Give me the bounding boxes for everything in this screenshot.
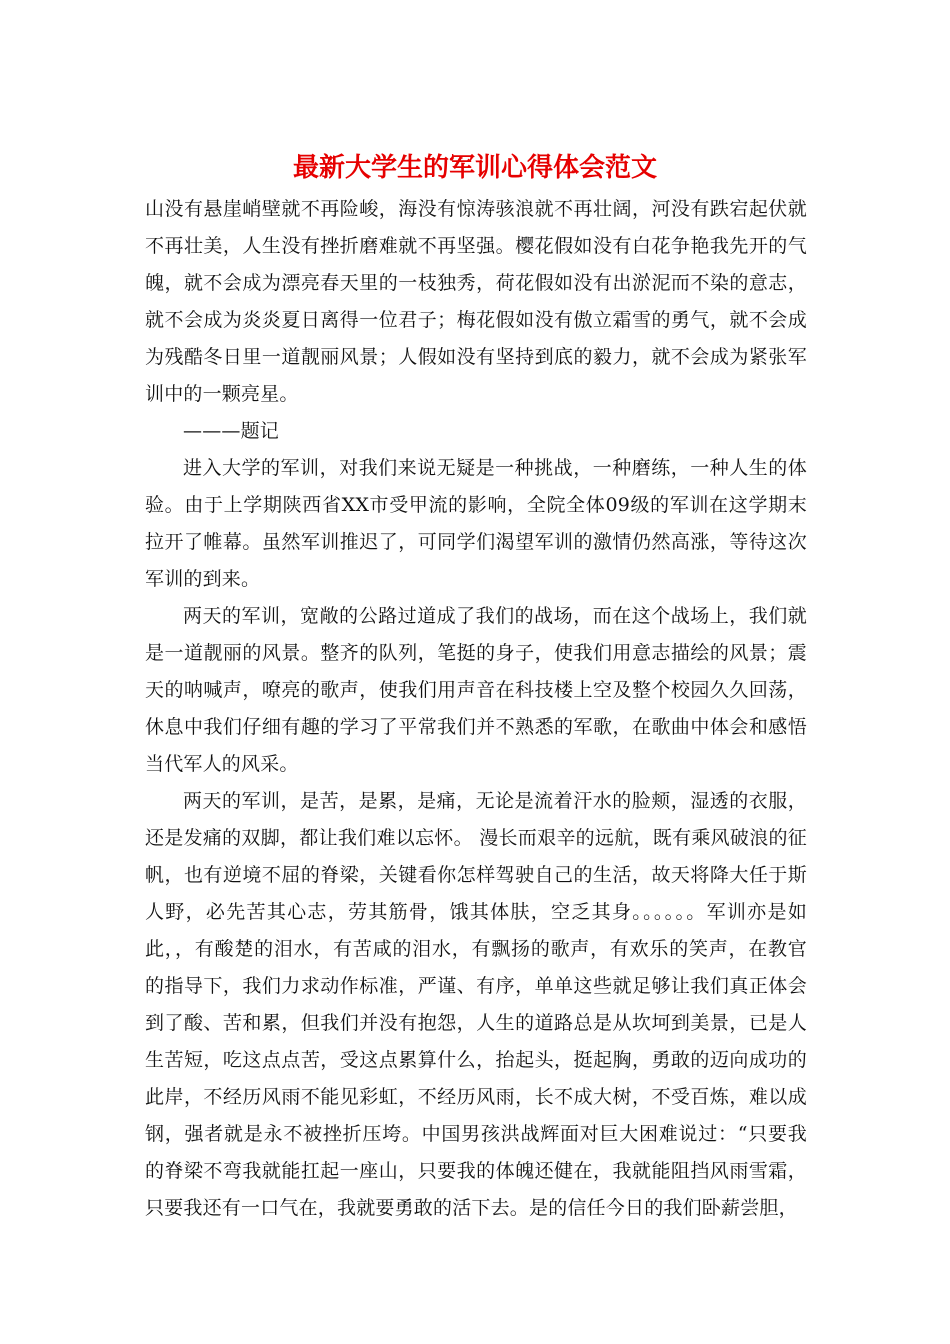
epigraph-attribution: ———题记 <box>183 420 280 442</box>
body-paragraph-hardship: 两天的军训，是苦，是累，是痛，无论是流着汗水的脸颊，湿透的衣服，还是发痛的双脚，都让我们难以忘怀。 漫长而艰辛的远航，既有乘风破浪的征帆，也有逆境不屈的脊梁，关键看你怎样驾驶自己的生活，故天将降大任于斯人野，必先苦其心志，劳其筋骨，饿其体肤，空乏其身。。。。。。军训亦是如此，，有酸楚的泪水，有苦咸的泪水，有飘扬的歌声，有欢乐的笑声，在教官的指导下，我们力求动作标准，严谨、有序，单单这些就足够让我们真正体会到了酸、苦和累，但我们并没有抱怨，人生的道路总是从坎坷到美景，已是人生苦短，吃这点点苦，受这点累算什么，抬起头，挺起胸，勇敢的迈向成功的此岸，不经历风雨不能见彩虹，不经历风雨，长不成大树，不受百炼，难以成钢，强者就是永不被挫折压垮。中国男孩洪战辉面对巨大困难说过：“只要我的脊梁不弯我就能扛起一座山，只要我的体魄还健在，我就能阻挡风雨雪霜，只要我还有一口气在，我就要勇敢的活下去。是的信任今日的我们卧薪尝胆， <box>145 790 807 1219</box>
epigraph-paragraph: 山没有悬崖峭壁就不再险峻，海没有惊涛骇浪就不再壮阔，河没有跌宕起伏就不再壮美，人生没有挫折磨难就不再坚强。樱花假如没有白花争艳我先开的气魄，就不会成为漂亮春天里的一枝独秀，荷花假如没有出淤泥而不染的意志，就不会成为炎炎夏日离得一位君子；梅花假如没有傲立霜雪的勇气，就不会成为残酷冬日里一道靓丽风景；人假如没有坚持到底的毅力，就不会成为紧张军训中的一颗亮星。 <box>145 198 807 405</box>
document-body <box>145 191 807 1227</box>
body-paragraph-intro: 进入大学的军训，对我们来说无疑是一种挑战，一种磨练，一种人生的体验。由于上学期陕西省XX市受甲流的影响，全院全体09级的军训在这学期末拉开了帷幕。虽然军训推迟了，可同学们渴望军训的激情仍然高涨，等待这次军训的到来。 <box>145 457 807 590</box>
document-title: 最新大学生的军训心得体会范文 <box>292 153 657 183</box>
body-paragraph-scenery: 两天的军训，宽敞的公路过道成了我们的战场，而在这个战场上，我们就是一道靓丽的风景。整齐的队列，笔挺的身子，使我们用意志描绘的风景；震天的呐喊声，嘹亮的歌声，使我们用声音在科技楼上空及整个校园久久回荡，休息中我们仔细有趣的学习了平常我们并不熟悉的军歌，在歌曲中体会和感悟当代军人的风采。 <box>145 605 807 775</box>
